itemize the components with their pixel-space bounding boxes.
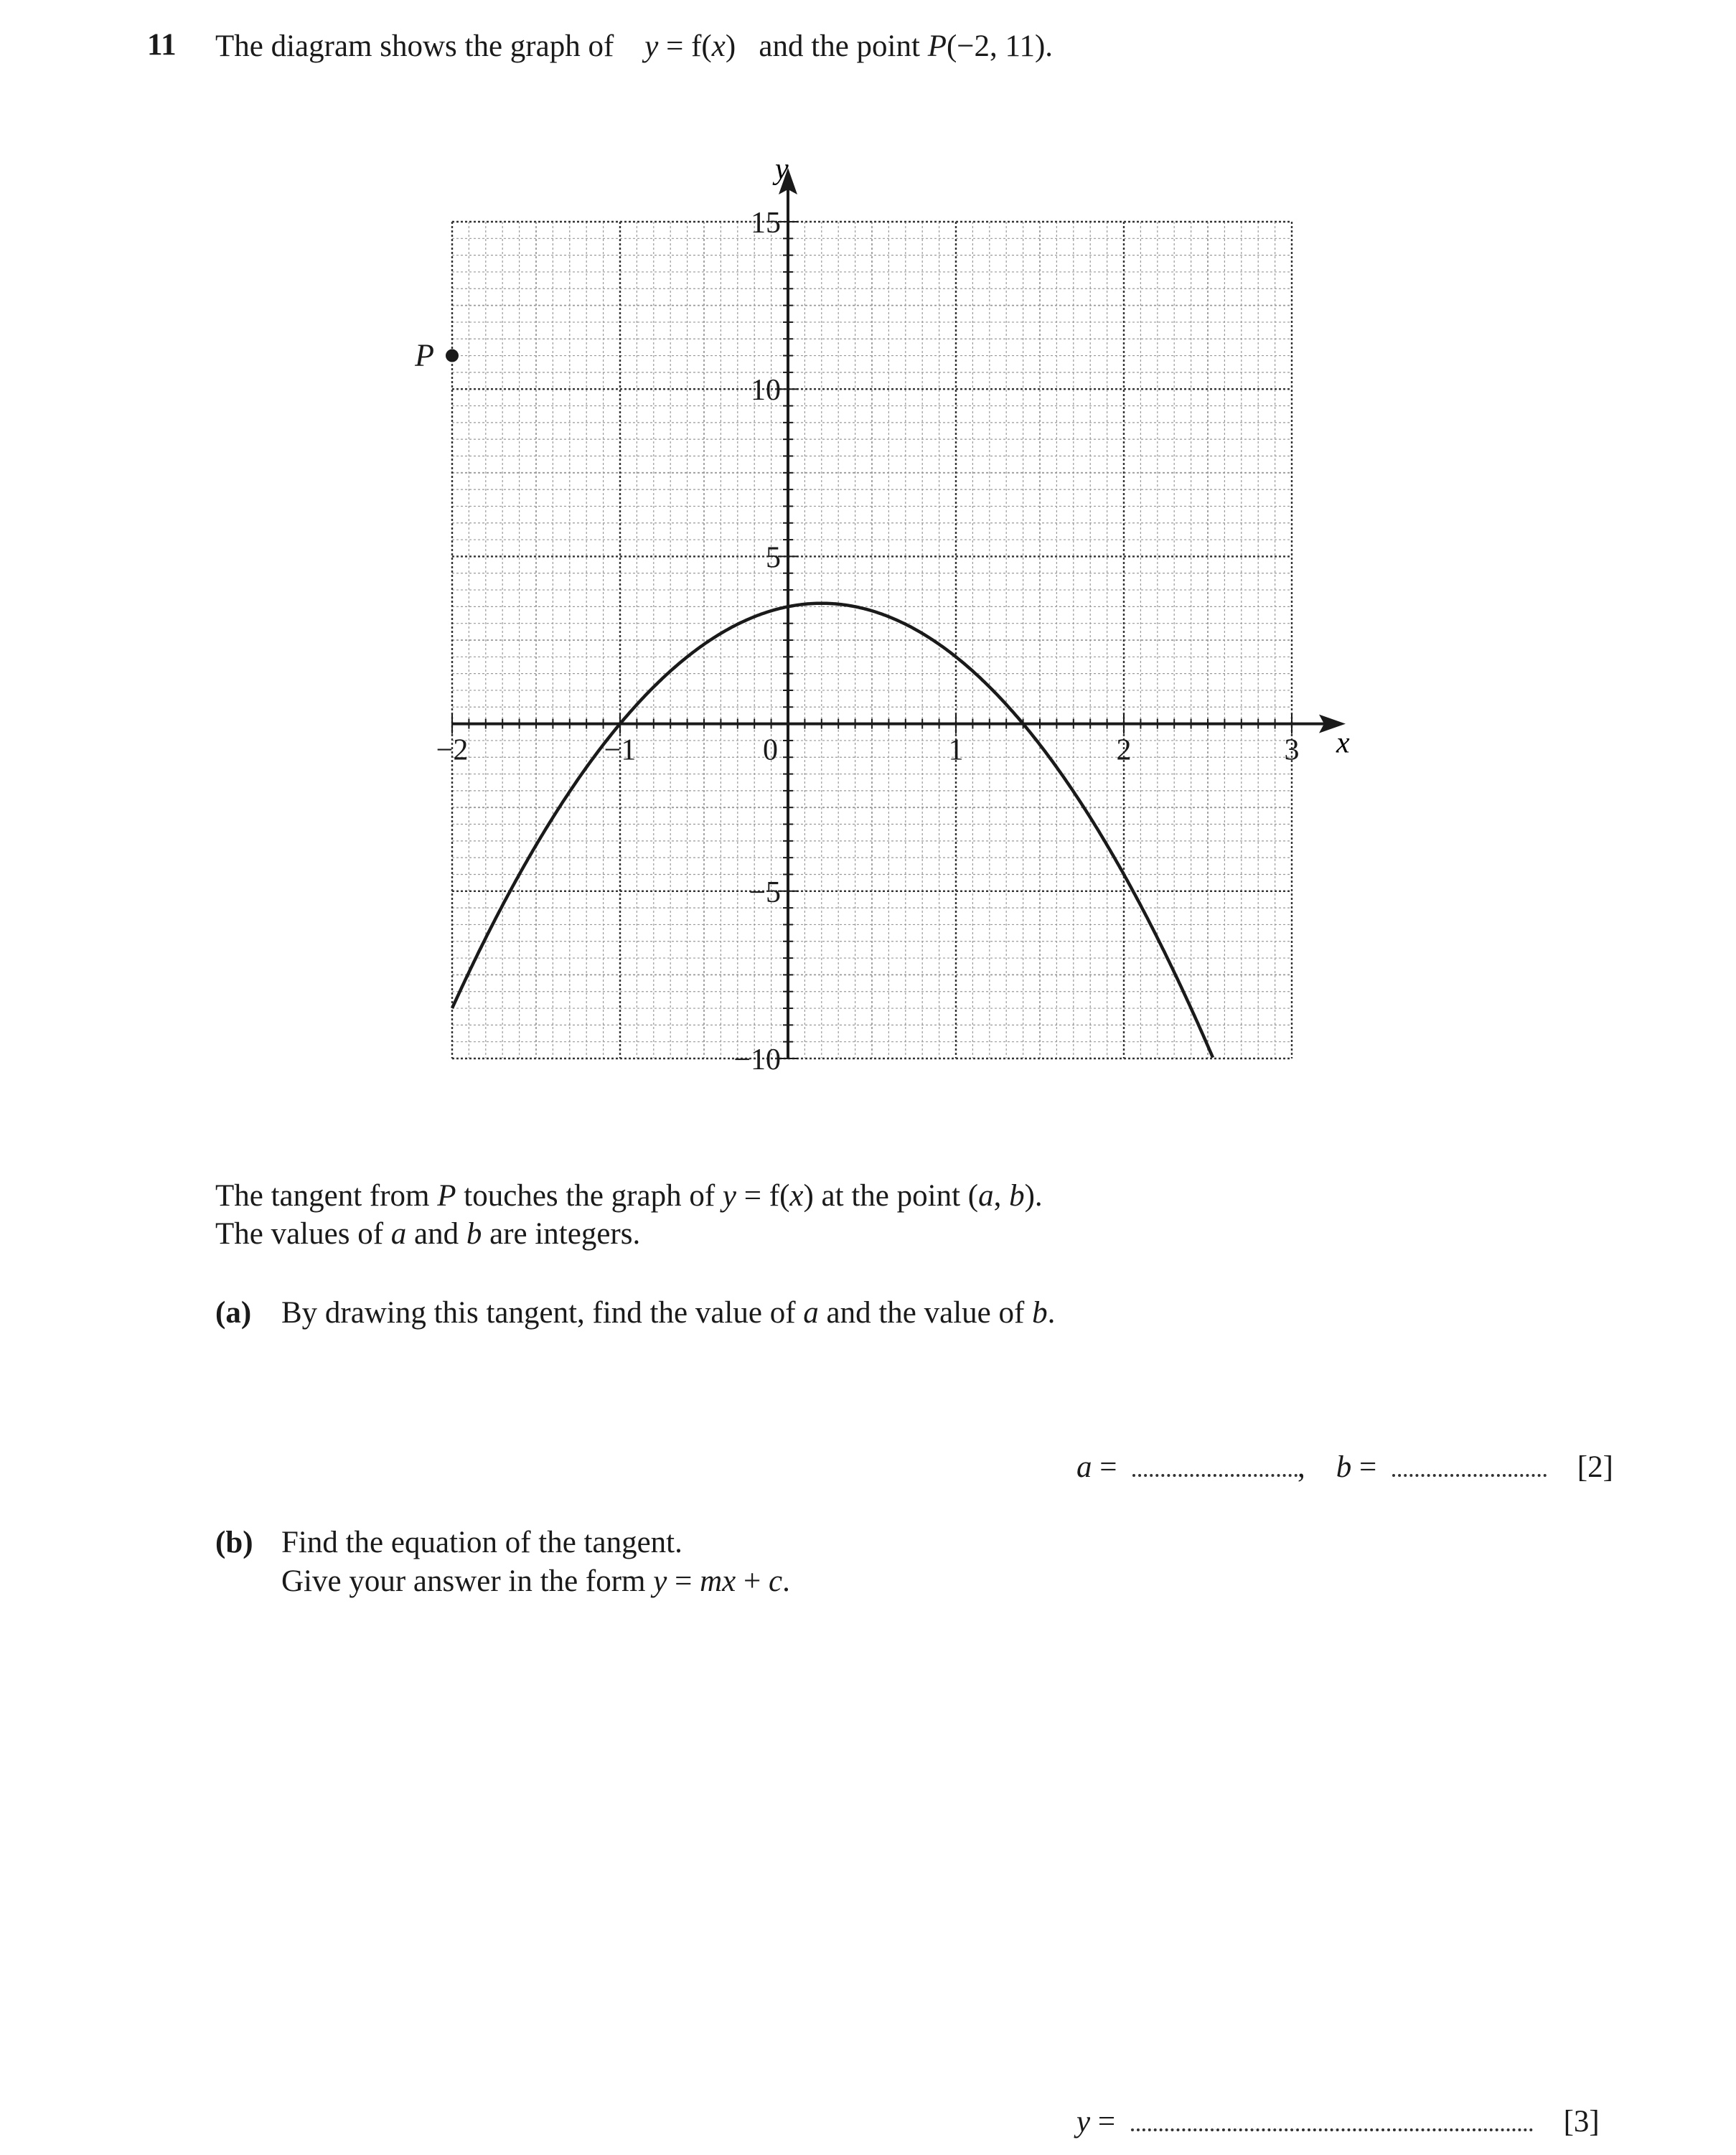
pb-eq-mid: = (667, 1564, 700, 1598)
t1-y: y (722, 1179, 736, 1213)
t2-a: The values of (215, 1217, 391, 1251)
t1-avar: a (978, 1179, 994, 1213)
question-number: 11 (147, 28, 177, 62)
x-tick-label: 1 (948, 733, 964, 767)
curve-f-of-x (452, 604, 1213, 1058)
t1-a: The tangent from (215, 1179, 438, 1213)
part-b-label: (b) (215, 1526, 253, 1559)
t1-x: x (789, 1179, 804, 1213)
pb-eq-end: . (782, 1564, 790, 1598)
answer-a-label: a (1076, 1450, 1092, 1484)
point-p-marker (446, 349, 459, 362)
x-tick-label: −1 (604, 733, 637, 767)
pa-text-b: and the value of (818, 1296, 1033, 1330)
answer-a-equals: = (1099, 1450, 1117, 1484)
answer-a-field[interactable] (1132, 1474, 1298, 1477)
y-tick-label: −5 (749, 875, 781, 909)
y-axis-label: y (775, 153, 789, 186)
answer-y-equals: = (1097, 2105, 1116, 2138)
intro-text-2: and the point (759, 29, 920, 63)
intro-eq-end: ) (725, 29, 736, 63)
intro-eq-y: y (644, 29, 659, 63)
pb-eq-c: c (769, 1564, 783, 1598)
x-tick-label: 0 (763, 733, 778, 767)
x-axis-label: x (1336, 726, 1350, 760)
t1-e: ). (1024, 1179, 1043, 1213)
part-a-marks: [2] (1577, 1450, 1613, 1484)
x-tick-label: 2 (1116, 733, 1132, 767)
pa-text-a: By drawing this tangent, find the value of (281, 1296, 804, 1330)
y-tick-label: 5 (766, 541, 781, 575)
part-b-line-1: Find the equation of the tangent. (281, 1526, 682, 1559)
pb-eq-y: y (653, 1564, 667, 1598)
x-tick-label: 3 (1284, 733, 1300, 767)
part-a-answer-row (1076, 1448, 1613, 1487)
answer-b-label: b (1336, 1450, 1352, 1484)
t1-b: touches the graph of (456, 1179, 723, 1213)
pb-text-a: Give your answer in the form (281, 1564, 654, 1598)
intro-point-label: P (927, 29, 947, 63)
answer-y-label: y (1076, 2105, 1091, 2138)
intro-text-1: The diagram shows the graph of (215, 29, 614, 63)
part-b-marks: [3] (1563, 2105, 1600, 2138)
intro-eq-x: x (711, 29, 726, 63)
pb-eq-plus: + (736, 1564, 769, 1598)
t1-d: ) at the point ( (803, 1179, 979, 1213)
t2-bvar: b (466, 1217, 482, 1251)
pa-text-c: . (1047, 1296, 1056, 1330)
axis-tick-labels (436, 207, 1300, 1076)
y-tick-label: 15 (751, 207, 781, 240)
x-tick-label: −2 (436, 733, 469, 767)
point-p-label: P (415, 337, 434, 373)
t1-c: = f( (736, 1179, 790, 1213)
intro-point-coords: (−2, 11). (946, 29, 1054, 63)
answer-equation-field[interactable] (1131, 2128, 1533, 2131)
t2-avar: a (390, 1217, 407, 1251)
tangent-description-line-2 (215, 1215, 640, 1254)
pa-bvar: b (1032, 1296, 1048, 1330)
y-tick-label: 10 (751, 374, 781, 408)
t1-comma: , (993, 1179, 1010, 1213)
y-tick-label: −10 (733, 1043, 781, 1076)
answer-b-field[interactable] (1392, 1474, 1547, 1477)
answer-separator: , (1298, 1450, 1305, 1484)
t2-c: are integers. (482, 1217, 641, 1251)
t2-b: and (406, 1217, 466, 1251)
t1-p: P (437, 1179, 456, 1213)
t1-bvar: b (1009, 1179, 1025, 1213)
answer-b-equals: = (1359, 1450, 1377, 1484)
intro-eq-mid: = f( (658, 29, 712, 63)
part-b-line-2 (281, 1562, 790, 1601)
part-b-answer-row (1076, 2103, 1600, 2141)
part-a-label: (a) (215, 1296, 252, 1330)
tangent-description-line-1 (215, 1177, 1043, 1216)
pb-eq-mx: mx (700, 1564, 736, 1598)
part-a-prompt (281, 1294, 1055, 1333)
grid-minor-lines (452, 222, 1292, 1058)
pa-avar: a (803, 1296, 819, 1330)
